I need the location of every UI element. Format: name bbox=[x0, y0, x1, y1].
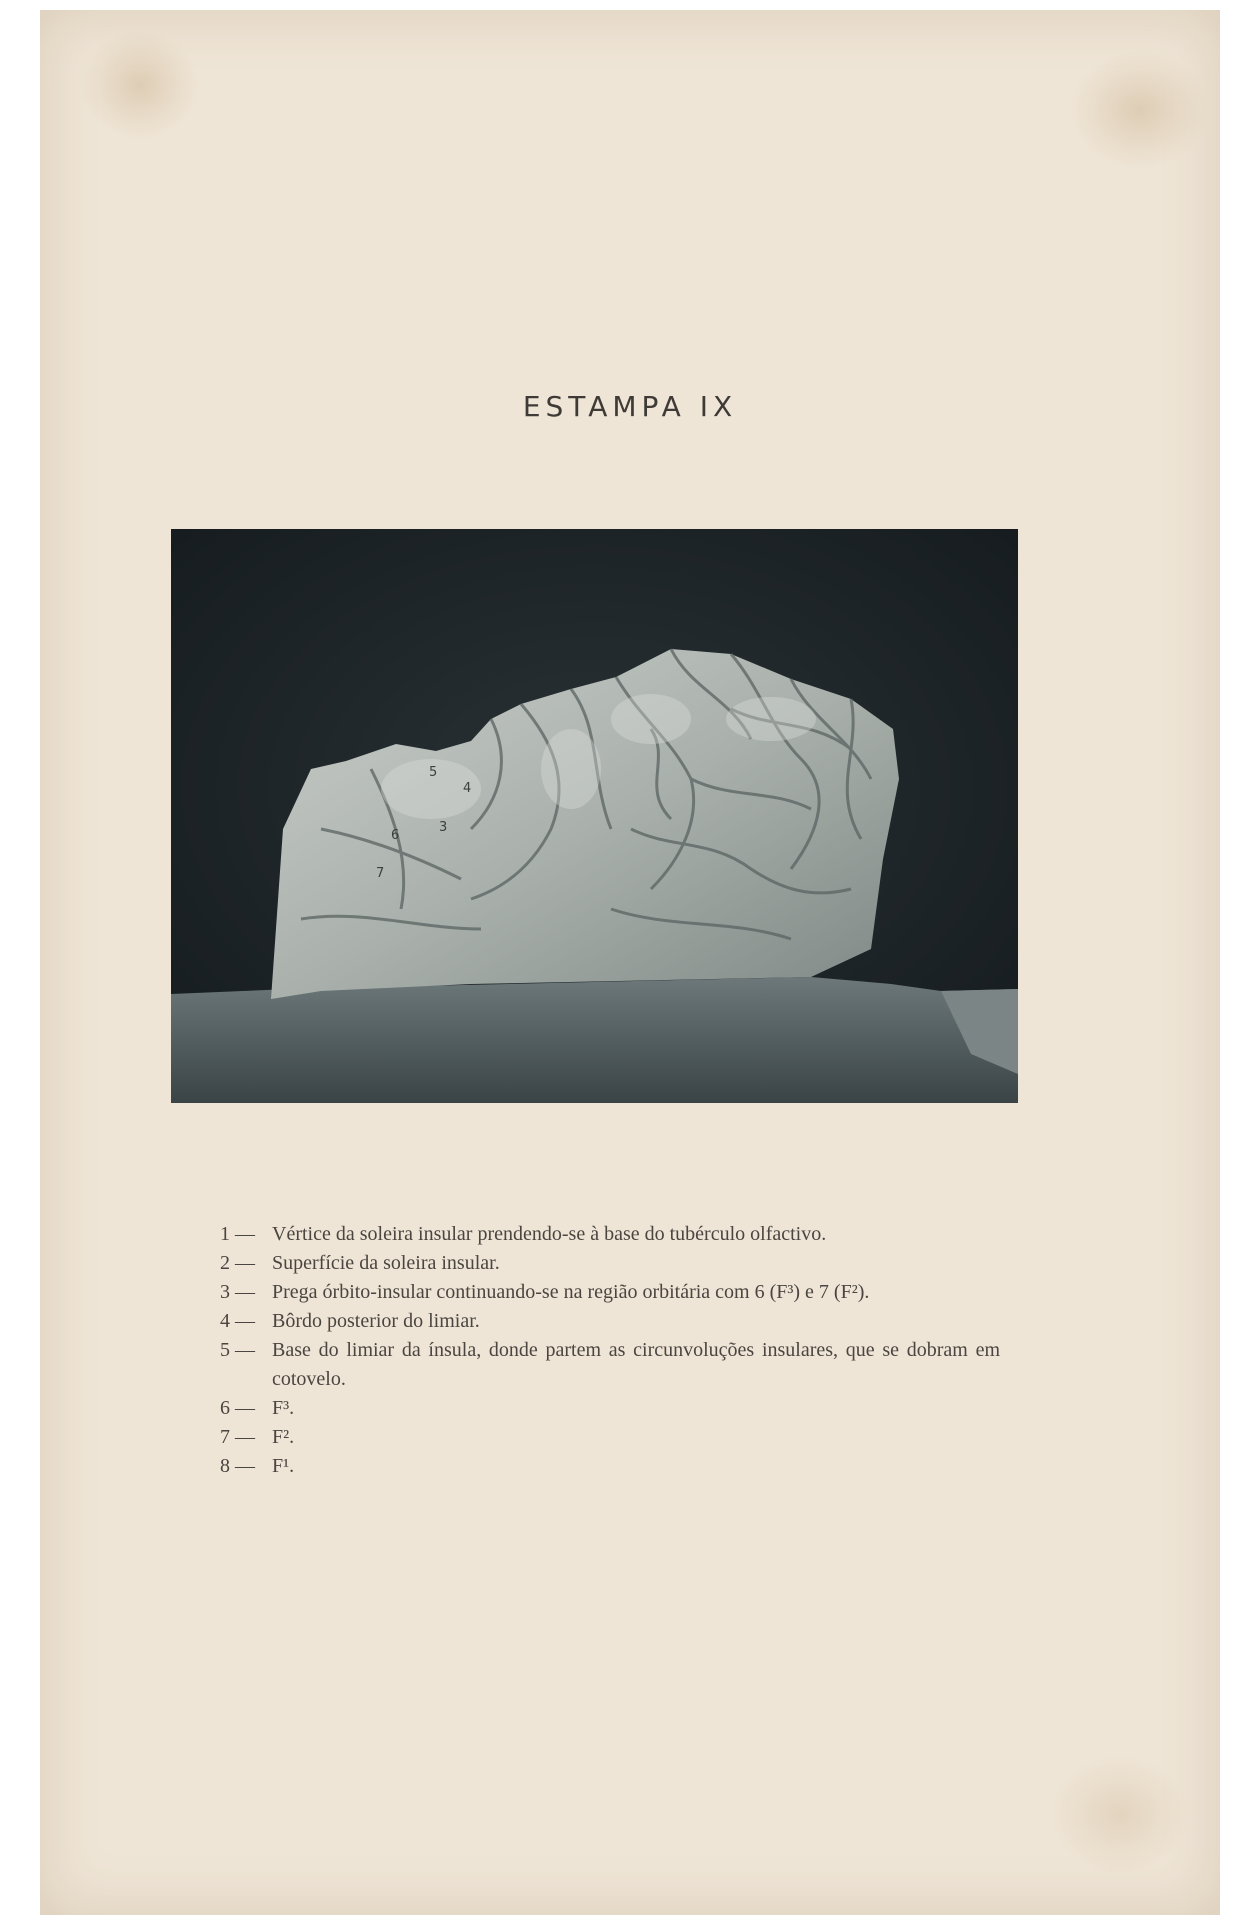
legend-item bbox=[220, 1336, 1000, 1394]
legend-number: 4 — bbox=[220, 1310, 255, 1332]
plate-title: ESTAMPA IX bbox=[522, 390, 738, 423]
legend bbox=[220, 1220, 1000, 1481]
legend-item bbox=[220, 1307, 1000, 1336]
legend-number: 3 — bbox=[220, 1281, 255, 1303]
plate-photograph bbox=[171, 529, 1018, 1103]
legend-number: 5 — bbox=[220, 1339, 255, 1361]
paper-stain bbox=[1070, 50, 1210, 170]
legend-text: Prega órbito-insular continuando-se na região orbitária com 6 (F³) e 7 (F²). bbox=[272, 1281, 870, 1303]
paper-stain bbox=[1050, 1755, 1190, 1875]
legend-text: F¹. bbox=[272, 1455, 295, 1477]
legend-item bbox=[220, 1452, 1000, 1481]
figure-marker: 3 bbox=[439, 820, 448, 835]
figure-marker: 6 bbox=[391, 828, 400, 843]
legend-item bbox=[220, 1249, 1000, 1278]
legend-number: 6 — bbox=[220, 1397, 255, 1419]
legend-text: F³. bbox=[272, 1397, 295, 1419]
legend-number: 8 — bbox=[220, 1455, 255, 1477]
legend-text: Base do limiar da ínsula, donde partem as circunvoluções insulares, que se dobram em cotovelo. bbox=[272, 1339, 1000, 1390]
legend-number: 1 — bbox=[220, 1223, 255, 1245]
paper-stain bbox=[80, 30, 200, 140]
legend-text: Superfície da soleira insular. bbox=[272, 1252, 500, 1274]
legend-number: 7 — bbox=[220, 1426, 255, 1448]
paper-page bbox=[40, 10, 1220, 1915]
brain-specimen-photo bbox=[171, 529, 1018, 1103]
legend-text: Vértice da soleira insular prendendo-se à base do tubérculo olfactivo. bbox=[272, 1223, 827, 1245]
legend-text: Bôrdo posterior do limiar. bbox=[272, 1310, 480, 1332]
legend-item bbox=[220, 1278, 1000, 1307]
legend-number: 2 — bbox=[220, 1252, 255, 1274]
figure-marker: 7 bbox=[376, 866, 385, 881]
figure-marker: 4 bbox=[463, 781, 472, 796]
legend-item bbox=[220, 1423, 1000, 1452]
legend-item bbox=[220, 1394, 1000, 1423]
figure-marker: 5 bbox=[429, 765, 438, 780]
legend-text: F². bbox=[272, 1426, 295, 1448]
legend-item bbox=[220, 1220, 1000, 1249]
